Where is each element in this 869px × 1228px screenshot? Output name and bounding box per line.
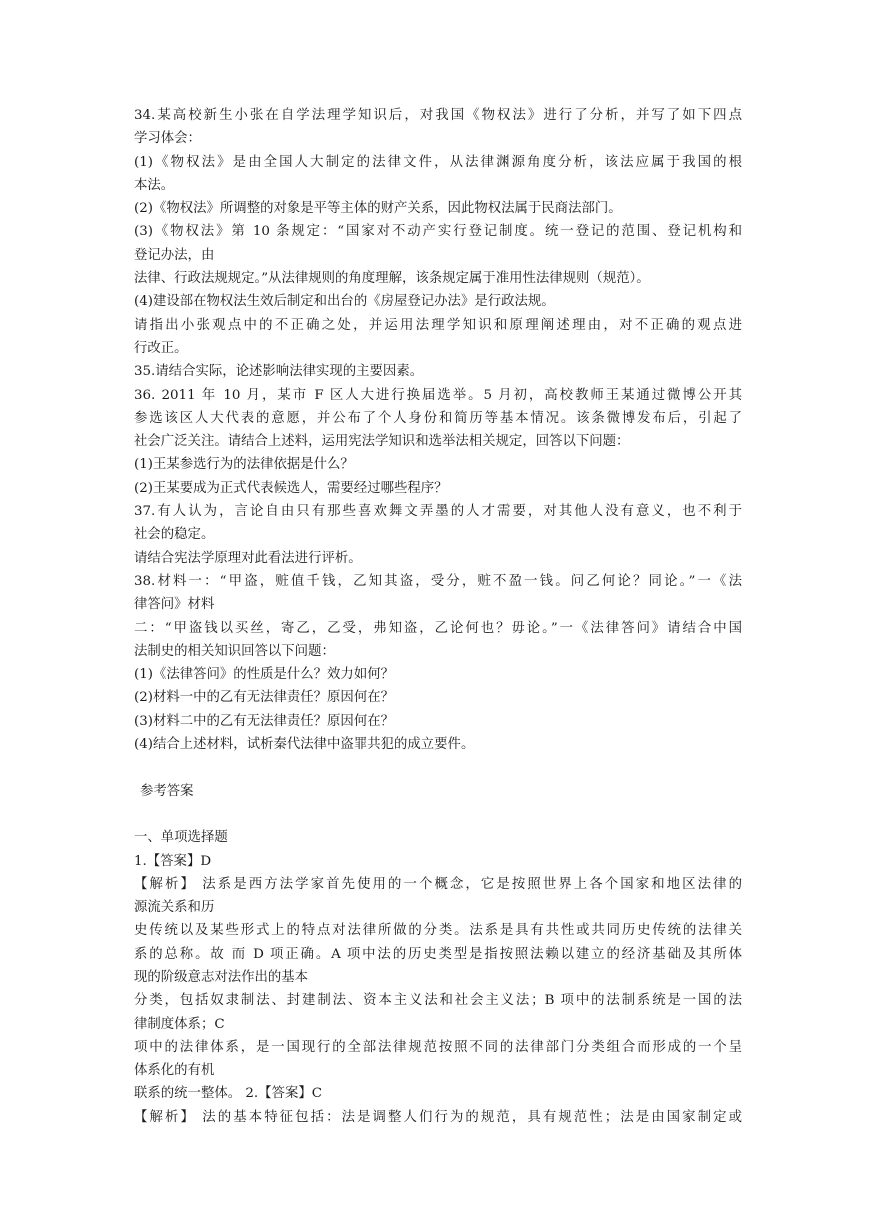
text-line: (1)王某参选行为的法律依据是什么？ bbox=[134, 457, 354, 473]
text-line: 法制史的相关知识回答以下问题： bbox=[134, 643, 335, 659]
text-line: (3)《物权法》第 10 条规定：“国家对不动产实行登记制度。统一登记的范围、登记机构和 bbox=[134, 224, 742, 240]
text-line: 学习体会： bbox=[134, 131, 201, 147]
text-line: 行改正。 bbox=[134, 340, 188, 356]
text-line: (2)《物权法》所调整的对象是平等主体的财产关系，因此物权法属于民商法部门。 bbox=[134, 201, 622, 217]
text-line: 联系的统一整体。 2.【答案】C bbox=[134, 1086, 322, 1102]
text-line: 律答问》材料 bbox=[134, 597, 215, 613]
text-line: 37.有人认为，言论自由只有那些喜欢舞文弄墨的人才需要，对其他人没有意义，也不利于 bbox=[134, 504, 742, 520]
text-line: 请结合宪法学原理对此看法进行评析。 bbox=[134, 550, 362, 566]
text-line: 社会的稳定。 bbox=[134, 527, 215, 543]
text-line: 38.材料一：“甲盗，赃值千钱，乙知其盗，受分，赃不盈一钱。问乙何论？同论。”一《法 bbox=[134, 573, 742, 589]
text-line: (2)材料一中的乙有无法律责任？原因何在？ bbox=[134, 690, 394, 706]
answer-heading: 参考答案 bbox=[140, 783, 194, 799]
text-line: 参选该区人大代表的意愿，并公布了个人身份和简历等基本情况。该条微博发布后，引起了 bbox=[134, 410, 742, 426]
spacer bbox=[134, 756, 742, 779]
text-line: 35.请结合实际，论述影响法律实现的主要因素。 bbox=[134, 364, 424, 380]
text-line: (4)建设部在物权法生效后制定和出台的《房屋登记办法》是行政法规。 bbox=[134, 294, 555, 310]
text-line: 36. 2011 年 10 月，某市 F 区人大进行换届选举。5 月初，高校教师王某通过微博公开其 bbox=[134, 387, 742, 403]
text-line: 项中的法律体系，是一国现行的全部法律规范按照不同的法律部门分类组合而形成的一个呈 bbox=[134, 1039, 742, 1055]
text-line: 社会广泛关注。请结合上述料，运用宪法学知识和选举法相关规定，回答以下问题： bbox=[134, 434, 630, 450]
answers-block bbox=[134, 850, 742, 1130]
text-line: 史传统以及某些形式上的特点对法律所做的分类。法系是具有共性或共同历史传统的法律关 bbox=[134, 923, 742, 939]
text-line: 请指出小张观点中的不正确之处，并运用法理学知识和原理阐述理由，对不正确的观点进 bbox=[134, 317, 742, 333]
text-line: 1.【答案】D bbox=[134, 853, 212, 869]
text-line: (4)结合上述材料，试析秦代法律中盗罪共犯的成立要件。 bbox=[134, 737, 475, 753]
text-line: 源流关系和历 bbox=[134, 900, 215, 916]
text-line: 二：“甲盗钱以买丝，寄乙，乙受，弗知盗，乙论何也？毋论。”一《法律答问》请结合中国 bbox=[134, 620, 742, 636]
text-line: 分类，包括奴隶制法、封建制法、资本主义法和社会主义法；B 项中的法制系统是一国的法 bbox=[134, 993, 742, 1009]
text-line: 【解析】 法的基本特征包括：法是调整人们行为的规范，具有规范性；法是由国家制定或 bbox=[134, 1109, 742, 1125]
text-line: 律制度体系；C bbox=[134, 1016, 225, 1032]
text-line: (2)王某要成为正式代表候选人，需要经过哪些程序？ bbox=[134, 480, 448, 496]
text-line: 本法。 bbox=[134, 177, 175, 193]
text-line: 34.某高校新生小张在自学法理学知识后，对我国《物权法》进行了分析，并写了如下四点 bbox=[134, 108, 742, 123]
spacer bbox=[134, 803, 742, 826]
document-page bbox=[134, 104, 742, 1129]
questions-block bbox=[134, 104, 742, 756]
text-line: 法律、行政法规规定。”从法律规则的角度理解，该条规定属于准用性法律规则（规范）。 bbox=[134, 271, 650, 287]
text-line: (3)材料二中的乙有无法律责任？原因何在？ bbox=[134, 713, 394, 729]
text-line: (1)《物权法》是由全国人大制定的法律文件，从法律渊源角度分析，该法应属于我国的根 bbox=[134, 154, 742, 170]
text-line: 系的总称。故 而 D 项正确。A 项中法的历史类型是指按照法赖以建立的经济基础及其所体 bbox=[134, 946, 742, 962]
text-line: 体系化的有机 bbox=[134, 1063, 215, 1079]
text-line: 登记办法，由 bbox=[134, 247, 215, 263]
text-line: (1)《法律答问》的性质是什么？效力如何？ bbox=[134, 667, 394, 683]
text-line: 现的阶级意志对法作出的基本 bbox=[134, 969, 309, 985]
text-line: 【解析】 法系是西方法学家首先使用的一个概念，它是按照世界上各个国家和地区法律的 bbox=[134, 876, 742, 892]
section-heading: 一、单项选择题 bbox=[134, 830, 228, 846]
